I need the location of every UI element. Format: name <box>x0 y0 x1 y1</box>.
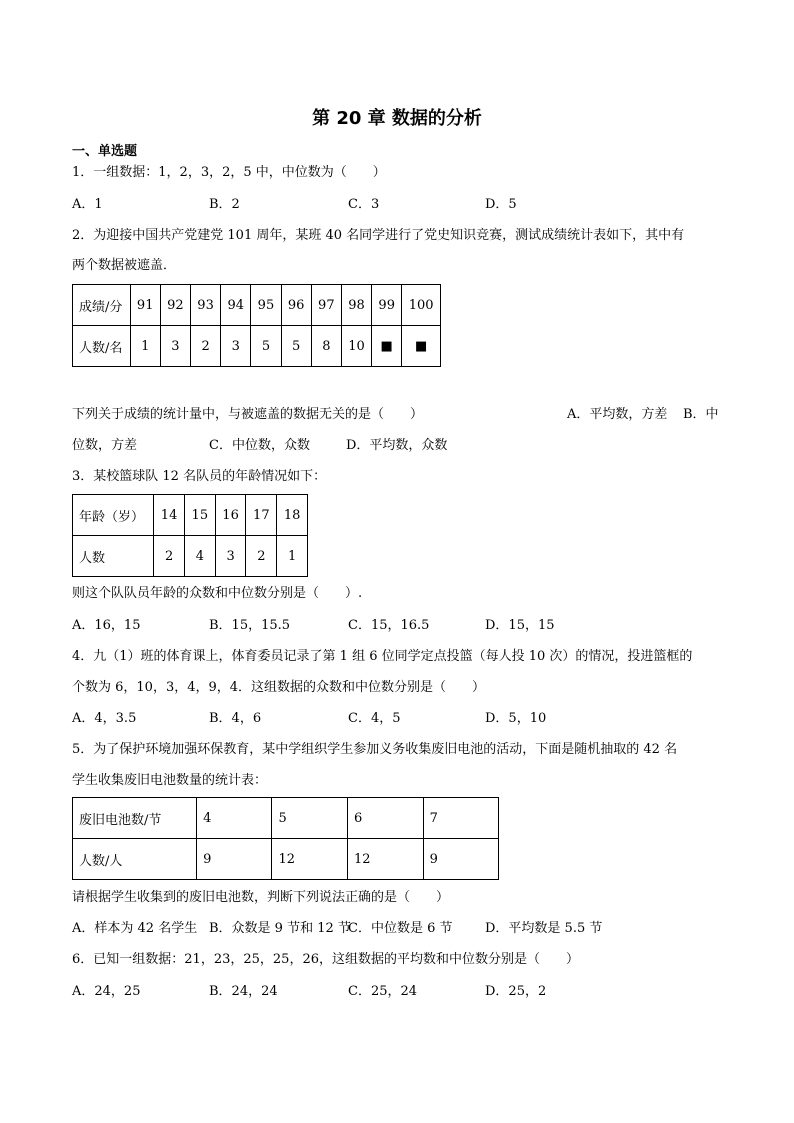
q2-option-d: D．平均数，众数 <box>346 438 448 453</box>
q5-option-a: A．样本为 42 名学生 <box>72 921 198 936</box>
q6-option-b: B．24，24 <box>209 984 278 999</box>
masked-cell: ■ <box>402 326 441 367</box>
table-cell: 1 <box>130 326 160 367</box>
table-cell: 5 <box>281 326 311 367</box>
table-cell: 5 <box>272 798 348 839</box>
table-cell: 16 <box>215 495 246 536</box>
q2-stem-line2: 两个数据被遮盖． <box>72 258 177 273</box>
table-cell: 9 <box>197 839 272 880</box>
table-cell: 18 <box>277 495 308 536</box>
q5-battery-table <box>72 797 499 880</box>
table-row <box>73 326 441 367</box>
table-cell: 15 <box>184 495 215 536</box>
table-cell: 4 <box>184 536 215 577</box>
table-cell: 12 <box>348 839 424 880</box>
table-cell: 100 <box>402 285 441 326</box>
q3-question: 则这个队队员年龄的众数和中位数分别是（ ）. <box>72 586 363 601</box>
table-cell: 5 <box>251 326 281 367</box>
q1-option-c: C．3 <box>348 197 380 212</box>
table-cell: 3 <box>221 326 251 367</box>
table-cell: 9 <box>423 839 498 880</box>
table-cell: 12 <box>272 839 348 880</box>
q5-option-c: C．中位数是 6 节 <box>348 921 453 936</box>
q2-option-b-continued: 位数，方差 <box>72 438 138 453</box>
table-cell: 96 <box>281 285 311 326</box>
table-cell: 10 <box>341 326 371 367</box>
table-row <box>73 495 308 536</box>
table-cell: 2 <box>246 536 277 577</box>
q2-score-table <box>72 284 441 367</box>
q2-option-a: A．平均数，方差 <box>567 407 668 422</box>
table-row <box>73 285 441 326</box>
q4-option-a: A．4，3.5 <box>72 711 137 726</box>
q1-option-a: A．1 <box>72 197 103 212</box>
table-row <box>73 839 499 880</box>
table-cell: 99 <box>372 285 402 326</box>
table-cell: 1 <box>277 536 308 577</box>
table-cell: 3 <box>160 326 190 367</box>
q3-option-d: D．15，15 <box>485 618 555 633</box>
table-cell: 废旧电池数/节 <box>73 798 197 839</box>
table-cell: 94 <box>221 285 251 326</box>
q4-option-b: B．4，6 <box>209 711 262 726</box>
table-cell: 3 <box>215 536 246 577</box>
q2-option-c: C．中位数，众数 <box>209 438 310 453</box>
table-row <box>73 536 308 577</box>
table-cell: 98 <box>341 285 371 326</box>
table-cell: 93 <box>190 285 220 326</box>
q3-option-b: B．15，15.5 <box>209 618 291 633</box>
section-heading: 一、单选题 <box>72 144 138 159</box>
q1-stem: 1．一组数据：1，2，3，2，5 中，中位数为（ ） <box>72 165 386 180</box>
q3-stem: 3．某校篮球队 12 名队员的年龄情况如下： <box>72 469 327 484</box>
q3-option-a: A．16，15 <box>72 618 141 633</box>
table-cell: 2 <box>190 326 220 367</box>
q5-question: 请根据学生收集到的废旧电池数，判断下列说法正确的是（ ） <box>72 890 450 905</box>
q3-age-table <box>72 494 308 577</box>
table-cell: 成绩/分 <box>73 285 131 326</box>
q4-option-c: C．4，5 <box>348 711 401 726</box>
q5-stem-line2: 学生收集废旧电池数量的统计表： <box>72 773 268 788</box>
q2-stem-line1: 2．为迎接中国共产党建党 101 周年，某班 40 名同学进行了党史知识竞赛，测试成绩统计表如下，其中有 <box>72 228 685 243</box>
table-cell: 92 <box>160 285 190 326</box>
table-cell: 人数/人 <box>73 839 197 880</box>
table-cell: 91 <box>130 285 160 326</box>
table-cell: 年龄（岁） <box>73 495 154 536</box>
table-row <box>73 798 499 839</box>
q4-stem-line2: 个数为 6，10，3，4，9，4．这组数据的众数和中位数分别是（ ） <box>72 680 486 695</box>
q2-question: 下列关于成绩的统计量中，与被遮盖的数据无关的是（ ） <box>72 407 424 422</box>
table-cell: 人数 <box>73 536 154 577</box>
q3-option-c: C．15，16.5 <box>348 618 430 633</box>
table-cell: 6 <box>348 798 424 839</box>
table-cell: 97 <box>311 285 341 326</box>
table-cell: 17 <box>246 495 277 536</box>
masked-cell: ■ <box>372 326 402 367</box>
q1-option-b: B．2 <box>209 197 240 212</box>
table-cell: 2 <box>154 536 185 577</box>
q4-stem-line1: 4．九（1）班的体育课上，体育委员记录了第 1 组 6 位同学定点投篮（每人投 10 次）的情况，投进篮框的 <box>72 649 693 664</box>
table-cell: 7 <box>423 798 498 839</box>
q5-option-b: B．众数是 9 节和 12 节 <box>209 921 351 936</box>
table-cell: 4 <box>197 798 272 839</box>
q6-stem: 6．已知一组数据：21，23，25，25，26，这组数据的平均数和中位数分别是（ ） <box>72 952 579 967</box>
q6-option-a: A．24，25 <box>72 984 141 999</box>
q5-stem-line1: 5．为了保护环境加强环保教育，某中学组织学生参加义务收集废旧电池的活动，下面是随机抽取的 42 名 <box>72 742 678 757</box>
q6-option-d: D．25，2 <box>485 984 547 999</box>
table-cell: 95 <box>251 285 281 326</box>
table-cell: 14 <box>154 495 185 536</box>
table-cell: 人数/名 <box>73 326 131 367</box>
table-cell: 8 <box>311 326 341 367</box>
q1-option-d: D．5 <box>485 197 517 212</box>
page-title: 第 20 章 数据的分析 <box>312 108 482 129</box>
q6-option-c: C．25，24 <box>348 984 418 999</box>
q5-option-d: D．平均数是 5.5 节 <box>485 921 603 936</box>
q2-option-b: B．中 <box>683 407 719 422</box>
q4-option-d: D．5，10 <box>485 711 547 726</box>
